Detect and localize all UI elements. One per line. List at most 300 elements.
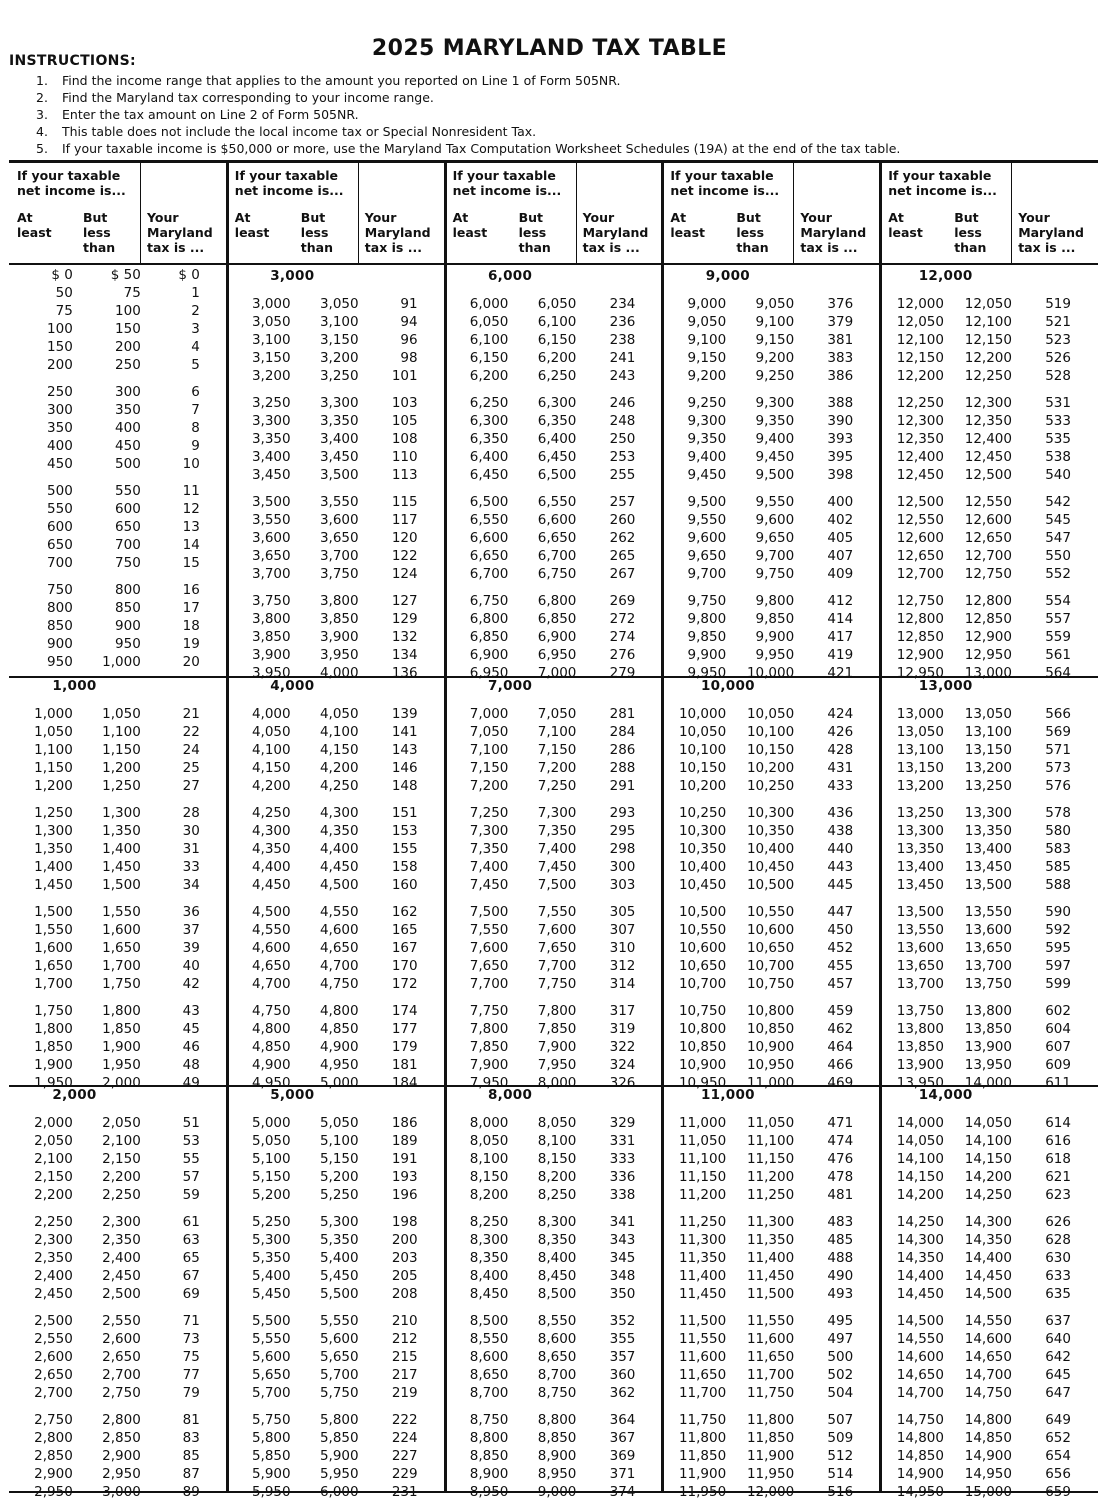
- at-least-value: 10,150: [678, 760, 727, 776]
- at-least-value: 2,250: [34, 1214, 73, 1230]
- table-row: [227, 493, 445, 511]
- table-row: [880, 313, 1098, 331]
- instruction-step: 3. Enter the tax amount on Line 2 of Form 505NR.: [36, 107, 359, 122]
- table-row: [880, 1056, 1098, 1074]
- tax-value: 509: [827, 1430, 854, 1446]
- tax-value: 71: [182, 1313, 200, 1329]
- table-row: [662, 1249, 880, 1267]
- but-less-than-value: 1,200: [102, 760, 141, 776]
- header-your-tax: [1018, 210, 1084, 255]
- tax-value: 630: [1045, 1250, 1071, 1266]
- at-least-value: 1,700: [34, 976, 73, 992]
- header-line: least: [670, 225, 706, 240]
- table-row: [880, 592, 1098, 610]
- but-less-than-value: 8,850: [537, 1430, 577, 1446]
- but-less-than-value: 5,950: [319, 1466, 359, 1482]
- tax-value: 260: [609, 512, 636, 528]
- tax-value: 136: [391, 665, 418, 681]
- tax-value: 374: [609, 1484, 636, 1500]
- but-less-than-value: 8,400: [537, 1250, 577, 1266]
- at-least-value: 14,850: [896, 1448, 944, 1464]
- table-row: [662, 367, 880, 385]
- at-least-value: 2,350: [34, 1250, 73, 1266]
- at-least-value: 7,300: [469, 823, 509, 839]
- at-least-value: 7,650: [469, 958, 509, 974]
- tax-value: 184: [391, 1075, 418, 1091]
- at-least-value: 5,250: [251, 1214, 291, 1230]
- but-less-than-value: 5,100: [319, 1133, 359, 1149]
- header-line: tax is ...: [1018, 240, 1076, 255]
- table-row: [880, 511, 1098, 529]
- at-least-value: 9,650: [687, 548, 727, 564]
- at-least-value: 14,400: [896, 1268, 944, 1284]
- table-row: [880, 1231, 1098, 1249]
- tax-value: 238: [609, 332, 636, 348]
- but-less-than-value: 13,500: [964, 877, 1012, 893]
- tax-value: 2: [191, 303, 200, 319]
- but-less-than-value: 10,100: [746, 724, 795, 740]
- but-less-than-value: 11,050: [746, 1115, 795, 1131]
- at-least-value: 7,000: [469, 706, 509, 722]
- at-least-value: 8,750: [469, 1412, 509, 1428]
- table-row: [227, 1384, 445, 1402]
- at-least-value: 3,700: [251, 566, 291, 582]
- tax-value: 450: [827, 922, 854, 938]
- header-line: tax is ...: [364, 240, 422, 255]
- table-row: [9, 500, 227, 518]
- tax-value: 22: [182, 724, 200, 740]
- tax-value: 42: [182, 976, 200, 992]
- but-less-than-value: 8,300: [537, 1214, 577, 1230]
- tax-value: 433: [827, 778, 854, 794]
- but-less-than-value: 5,700: [319, 1367, 359, 1383]
- but-less-than-value: 13,700: [964, 958, 1012, 974]
- at-least-value: 9,750: [687, 593, 727, 609]
- table-row: [880, 921, 1098, 939]
- table-row: [445, 723, 663, 741]
- at-least-value: 14,150: [896, 1169, 944, 1185]
- table-row: [445, 1447, 663, 1465]
- table-row: [662, 646, 880, 664]
- at-least-value: 4,200: [251, 778, 291, 794]
- header-but-less-than: [954, 210, 986, 255]
- table-row: [880, 529, 1098, 547]
- at-least-value: 12,700: [896, 566, 944, 582]
- tax-value: 127: [391, 593, 418, 609]
- but-less-than-value: 450: [115, 438, 141, 454]
- but-less-than-value: 7,000: [537, 665, 577, 681]
- but-less-than-value: 14,150: [964, 1151, 1012, 1167]
- tax-value: 317: [609, 1003, 636, 1019]
- tax-value: 338: [609, 1187, 636, 1203]
- tax-value: 174: [391, 1003, 418, 1019]
- header-at-least: [670, 210, 705, 240]
- tax-value: 647: [1045, 1385, 1071, 1401]
- table-row: [227, 1411, 445, 1429]
- tax-value: 284: [609, 724, 636, 740]
- tax-value: 227: [391, 1448, 418, 1464]
- but-less-than-value: 400: [115, 420, 141, 436]
- but-less-than-value: 5,750: [319, 1385, 359, 1401]
- table-row: [662, 741, 880, 759]
- but-less-than-value: 9,050: [755, 296, 795, 312]
- tax-value: 559: [1045, 629, 1071, 645]
- but-less-than-value: 11,650: [746, 1349, 795, 1365]
- tax-value: 13: [182, 519, 200, 535]
- header-line: Maryland: [1018, 225, 1084, 240]
- but-less-than-value: 7,900: [537, 1039, 577, 1055]
- header-line: Maryland: [364, 225, 431, 240]
- table-row: [662, 493, 880, 511]
- at-least-value: 12,150: [896, 350, 944, 366]
- tax-value: 348: [609, 1268, 636, 1284]
- but-less-than-value: 6,350: [537, 413, 577, 429]
- tax-value: 40: [182, 958, 200, 974]
- table-row: [880, 1150, 1098, 1168]
- tax-value: 580: [1045, 823, 1071, 839]
- table-row: [662, 1429, 880, 1447]
- but-less-than-value: 10,050: [746, 706, 795, 722]
- but-less-than-value: 9,100: [755, 314, 795, 330]
- but-less-than-value: 6,000: [319, 1484, 359, 1500]
- at-least-value: 350: [47, 420, 73, 436]
- tax-value: 526: [1045, 350, 1071, 366]
- header-line: Your: [582, 210, 615, 225]
- tax-value: 291: [609, 778, 636, 794]
- but-less-than-value: 11,500: [746, 1286, 795, 1302]
- tax-value: 113: [391, 467, 418, 483]
- tax-value: 590: [1045, 904, 1071, 920]
- table-row: [445, 610, 663, 628]
- table-row: [9, 554, 227, 572]
- at-least-value: 550: [47, 501, 73, 517]
- but-less-than-value: 10,450: [746, 859, 795, 875]
- table-row: [9, 383, 227, 401]
- at-least-value: 1,550: [34, 922, 73, 938]
- tax-value: 298: [609, 841, 636, 857]
- at-least-value: 8,400: [469, 1268, 509, 1284]
- but-less-than-value: 13,600: [964, 922, 1012, 938]
- header-line: But: [300, 210, 326, 225]
- tax-value: 438: [827, 823, 854, 839]
- at-least-value: 9,450: [687, 467, 727, 483]
- tax-value: 547: [1045, 530, 1071, 546]
- at-least-value: 6,300: [469, 413, 509, 429]
- tax-value: 55: [182, 1151, 200, 1167]
- at-least-value: 600: [47, 519, 73, 535]
- table-row: [445, 876, 663, 894]
- at-least-value: 8,900: [469, 1466, 509, 1482]
- at-least-value: 9,800: [687, 611, 727, 627]
- header-line: At: [234, 210, 251, 225]
- but-less-than-value: 2,850: [102, 1430, 141, 1446]
- tax-value: 155: [391, 841, 418, 857]
- at-least-value: 11,950: [678, 1484, 727, 1500]
- tax-value: 552: [1045, 566, 1071, 582]
- but-less-than-value: 11,550: [746, 1313, 795, 1329]
- at-least-value: 2,400: [34, 1268, 73, 1284]
- tax-value: 65: [182, 1250, 200, 1266]
- table-row: [880, 975, 1098, 993]
- at-least-value: 7,500: [469, 904, 509, 920]
- header-income-line: If your taxable: [234, 168, 339, 183]
- at-least-value: 5,000: [251, 1115, 291, 1131]
- but-less-than-value: 12,900: [964, 629, 1012, 645]
- at-least-value: 10,200: [678, 778, 727, 794]
- at-least-value: 12,500: [896, 494, 944, 510]
- at-least-value: 11,750: [678, 1412, 727, 1428]
- table-row: [9, 1429, 227, 1447]
- table-row: [9, 581, 227, 599]
- at-least-value: 13,050: [896, 724, 944, 740]
- tax-value: 148: [391, 778, 418, 794]
- table-row: [9, 921, 227, 939]
- but-less-than-value: 8,500: [537, 1286, 577, 1302]
- at-least-value: 5,750: [251, 1412, 291, 1428]
- tax-value: 585: [1045, 859, 1071, 875]
- tax-value: 440: [827, 841, 854, 857]
- tax-value: 158: [391, 859, 418, 875]
- at-least-value: 1,650: [34, 958, 73, 974]
- table-row: [227, 1132, 445, 1150]
- but-less-than-value: 3,700: [319, 548, 359, 564]
- at-least-value: 4,000: [251, 706, 291, 722]
- but-less-than-value: 6,050: [537, 296, 577, 312]
- table-row: [662, 1150, 880, 1168]
- tax-value: 569: [1045, 724, 1071, 740]
- but-less-than-value: 4,400: [319, 841, 359, 857]
- table-row: [9, 653, 227, 671]
- tax-value: 269: [609, 593, 636, 609]
- header-line: Your: [1018, 210, 1050, 225]
- but-less-than-value: 9,350: [755, 413, 795, 429]
- table-row: [227, 394, 445, 412]
- table-row: [9, 419, 227, 437]
- but-less-than-value: 12,100: [964, 314, 1012, 330]
- tax-value: 219: [391, 1385, 418, 1401]
- header-but-less-than: [83, 210, 115, 255]
- at-least-value: 5,300: [251, 1232, 291, 1248]
- at-least-value: 6,000: [469, 296, 509, 312]
- at-least-value: 1,850: [34, 1039, 73, 1055]
- at-least-value: 13,200: [896, 778, 944, 794]
- at-least-value: 11,700: [678, 1385, 727, 1401]
- at-least-value: 2,600: [34, 1349, 73, 1365]
- table-row: [9, 1038, 227, 1056]
- but-less-than-value: 4,650: [319, 940, 359, 956]
- but-less-than-value: 600: [115, 501, 141, 517]
- but-less-than-value: 9,500: [755, 467, 795, 483]
- table-row: [445, 331, 663, 349]
- at-least-value: 1,600: [34, 940, 73, 956]
- but-less-than-value: 8,450: [537, 1268, 577, 1284]
- at-least-value: 10,500: [678, 904, 727, 920]
- tax-value: 30: [182, 823, 200, 839]
- at-least-value: 1,950: [34, 1075, 73, 1091]
- tax-value: 557: [1045, 611, 1071, 627]
- tax-value: 81: [182, 1412, 200, 1428]
- but-less-than-value: 9,150: [755, 332, 795, 348]
- table-row: [445, 592, 663, 610]
- table-row: [880, 547, 1098, 565]
- but-less-than-value: 250: [115, 357, 141, 373]
- but-less-than-value: 11,850: [746, 1430, 795, 1446]
- tax-value: 390: [827, 413, 854, 429]
- at-least-value: 4,300: [251, 823, 291, 839]
- at-least-value: 13,400: [896, 859, 944, 875]
- table-row: [445, 903, 663, 921]
- table-row: [662, 921, 880, 939]
- tax-value: 507: [827, 1412, 854, 1428]
- table-row: [227, 1186, 445, 1204]
- but-less-than-value: 550: [115, 483, 141, 499]
- at-least-value: 5,600: [251, 1349, 291, 1365]
- but-less-than-value: 9,900: [755, 629, 795, 645]
- at-least-value: 12,650: [896, 548, 944, 564]
- at-least-value: 3,050: [251, 314, 291, 330]
- but-less-than-value: 4,800: [319, 1003, 359, 1019]
- at-least-value: 2,000: [34, 1115, 73, 1131]
- tax-value: 504: [827, 1385, 854, 1401]
- but-less-than-value: 2,600: [102, 1331, 141, 1347]
- at-least-value: 8,800: [469, 1430, 509, 1446]
- at-least-value: 2,300: [34, 1232, 73, 1248]
- tax-value: 576: [1045, 778, 1071, 794]
- table-row: [662, 957, 880, 975]
- table-row: [9, 437, 227, 455]
- header-income-line: If your taxable: [17, 168, 121, 183]
- at-least-value: 10,700: [678, 976, 727, 992]
- tax-value: 165: [391, 922, 418, 938]
- at-least-value: 7,150: [469, 760, 509, 776]
- table-row: [445, 1020, 663, 1038]
- at-least-value: 850: [47, 618, 73, 634]
- but-less-than-value: 7,400: [537, 841, 577, 857]
- but-less-than-value: 3,950: [319, 647, 359, 663]
- tax-value: 352: [609, 1313, 636, 1329]
- at-least-value: 1,250: [34, 805, 73, 821]
- table-row: [880, 858, 1098, 876]
- tax-value: 635: [1045, 1286, 1071, 1302]
- tax-value: 75: [182, 1349, 200, 1365]
- at-least-value: 4,450: [251, 877, 291, 893]
- tax-value: 381: [827, 332, 854, 348]
- table-row: [880, 466, 1098, 484]
- at-least-value: 1,800: [34, 1021, 73, 1037]
- tax-value: 288: [609, 760, 636, 776]
- at-least-value: 14,550: [896, 1331, 944, 1347]
- table-row: [9, 599, 227, 617]
- tax-value: 336: [609, 1169, 636, 1185]
- tax-value: 516: [827, 1484, 854, 1500]
- tax-value: 37: [182, 922, 200, 938]
- at-least-value: 1,750: [34, 1003, 73, 1019]
- header-income-title: [670, 168, 779, 198]
- but-less-than-value: 10,300: [746, 805, 795, 821]
- but-less-than-value: 5,400: [319, 1250, 359, 1266]
- table-row: [9, 759, 227, 777]
- header-line: than: [954, 240, 987, 255]
- table-row: [662, 1285, 880, 1303]
- table-row: [662, 1447, 880, 1465]
- but-less-than-value: 5,350: [319, 1232, 359, 1248]
- table-row: [227, 858, 445, 876]
- at-least-value: 950: [47, 654, 73, 670]
- table-row: [227, 1465, 445, 1483]
- table-row: [227, 804, 445, 822]
- but-less-than-value: 3,050: [319, 296, 359, 312]
- tax-value: 637: [1045, 1313, 1071, 1329]
- at-least-value: 11,450: [678, 1286, 727, 1302]
- at-least-value: 750: [47, 582, 73, 598]
- table-row: [880, 822, 1098, 840]
- tax-value: 303: [609, 877, 636, 893]
- at-least-value: $ 0: [51, 267, 73, 283]
- at-least-value: 2,900: [34, 1466, 73, 1482]
- table-row: [880, 957, 1098, 975]
- at-least-value: 9,950: [687, 665, 727, 681]
- header-line: than: [83, 240, 116, 255]
- table-row: [227, 412, 445, 430]
- tax-value: 564: [1045, 665, 1071, 681]
- tax-value: 160: [391, 877, 418, 893]
- table-row: [880, 903, 1098, 921]
- table-row: [445, 1056, 663, 1074]
- at-least-value: 6,500: [469, 494, 509, 510]
- but-less-than-value: 13,800: [964, 1003, 1012, 1019]
- but-less-than-value: 650: [115, 519, 141, 535]
- at-least-value: 11,800: [678, 1430, 727, 1446]
- but-less-than-value: 13,300: [964, 805, 1012, 821]
- header-line: But: [954, 210, 979, 225]
- table-top-rule: [9, 160, 1098, 163]
- but-less-than-value: 14,350: [964, 1232, 1012, 1248]
- table-row: [662, 1038, 880, 1056]
- section-label: 4,000: [270, 678, 315, 694]
- tax-value: 640: [1045, 1331, 1071, 1347]
- at-least-value: 900: [47, 636, 73, 652]
- at-least-value: 9,400: [687, 449, 727, 465]
- table-row: [227, 529, 445, 547]
- but-less-than-value: 5,200: [319, 1169, 359, 1185]
- but-less-than-value: 12,050: [964, 296, 1012, 312]
- but-less-than-value: 13,150: [964, 742, 1012, 758]
- tax-value: 19: [182, 636, 200, 652]
- table-row: [9, 635, 227, 653]
- at-least-value: 11,400: [678, 1268, 727, 1284]
- header-income-line: If your taxable: [888, 168, 992, 183]
- but-less-than-value: 12,650: [964, 530, 1012, 546]
- but-less-than-value: 4,750: [319, 976, 359, 992]
- table-row: [9, 858, 227, 876]
- section-label: 12,000: [918, 268, 973, 284]
- tax-value: 34: [182, 877, 200, 893]
- at-least-value: 3,600: [251, 530, 291, 546]
- section-label: 9,000: [705, 268, 750, 284]
- but-less-than-value: 11,900: [746, 1448, 795, 1464]
- table-row: [662, 511, 880, 529]
- but-less-than-value: 3,000: [102, 1484, 141, 1500]
- at-least-value: 4,150: [251, 760, 291, 776]
- tax-value: 421: [827, 665, 854, 681]
- tax-value: 276: [609, 647, 636, 663]
- at-least-value: 12,100: [896, 332, 944, 348]
- tax-value: 179: [391, 1039, 418, 1055]
- at-least-value: 7,250: [469, 805, 509, 821]
- but-less-than-value: 6,850: [537, 611, 577, 627]
- tax-value: 122: [391, 548, 418, 564]
- but-less-than-value: 14,300: [964, 1214, 1012, 1230]
